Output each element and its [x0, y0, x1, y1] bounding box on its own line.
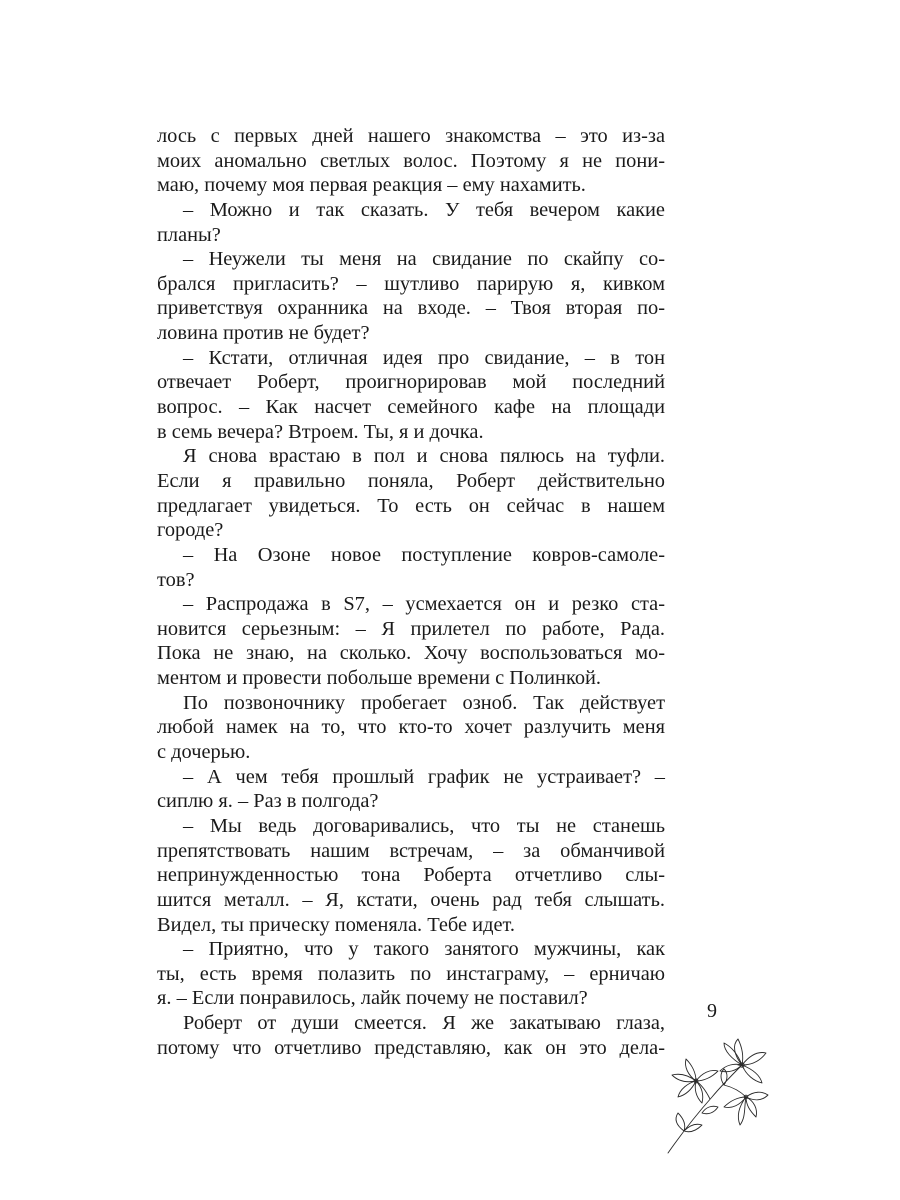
- text-line: вопрос. – Как насчет семейного кафе на площади: [157, 396, 665, 419]
- text-line: любой намек на то, что кто-то хочет разлучить меня: [157, 716, 665, 739]
- flower-ornament-icon: [662, 1035, 770, 1155]
- text-line: я. – Если понравилось, лайк почему не поставил?: [157, 987, 588, 1010]
- text-line: Пока не знаю, на сколько. Хочу воспользоваться мо-: [157, 642, 665, 665]
- text-line: отвечает Роберт, проигнорировав мой последний: [157, 371, 665, 394]
- text-line: тов?: [157, 568, 195, 591]
- text-line: лось с первых дней нашего знакомства – это из-за: [157, 125, 665, 147]
- text-line: в семь вечера? Втроем. Ты, я и дочка.: [157, 420, 484, 443]
- text-line: брался пригласить? – шутливо парирую я, кивком: [157, 272, 665, 295]
- text-line: препятствовать нашим встречам, – за обманчивой: [157, 839, 665, 862]
- text-line: новится серьезным: – Я прилетел по работе, Рада.: [157, 617, 665, 640]
- text-line: ловина против не будет?: [157, 322, 370, 345]
- text-line: сиплю я. – Раз в полгода?: [157, 790, 379, 813]
- text-line: предлагает увидеться. То есть он сейчас в нашем: [157, 494, 665, 517]
- text-line: – Можно и так сказать. У тебя вечером какие: [183, 198, 665, 221]
- text-line: – Распродажа в S7, – усмехается он и резко ста-: [183, 593, 665, 616]
- text-line: Если я правильно поняла, Роберт действительно: [157, 469, 665, 492]
- text-line: городе?: [157, 519, 224, 542]
- text-line: шится металл. – Я, кстати, очень рад тебя слышать.: [157, 888, 665, 911]
- text-line: ментом и провести побольше времени с Полинкой.: [157, 667, 602, 690]
- page-number: 9: [707, 1000, 717, 1022]
- text-line: Видел, ты прическу поменяла. Тебе идет.: [157, 913, 515, 936]
- text-line: – А чем тебя прошлый график не устраивает? –: [183, 765, 665, 788]
- text-line: планы?: [157, 223, 221, 246]
- text-line: – На Озоне новое поступление ковров-самоле-: [183, 543, 665, 566]
- text-line: потому что отчетливо представляю, как он это дела-: [157, 1036, 665, 1059]
- text-line: – Кстати, отличная идея про свидание, – в тон: [183, 346, 665, 369]
- text-line: непринужденностью тона Роберта отчетливо слы-: [157, 864, 665, 887]
- text-line: ты, есть время полазить по инстаграму, – ерничаю: [157, 962, 665, 985]
- text-line: Роберт от души смеется. Я же закатываю глаза,: [183, 1012, 665, 1035]
- text-line: – Приятно, что у такого занятого мужчины, как: [183, 938, 665, 961]
- text-line: приветствуя охранника на входе. – Твоя вторая по-: [157, 297, 665, 320]
- body-text: [157, 124, 665, 1060]
- text-line: моих аномально светлых волос. Поэтому я не пони-: [157, 149, 665, 172]
- text-line: Я снова врастаю в пол и снова пялюсь на туфли.: [183, 445, 665, 468]
- text-line: – Неужели ты меня на свидание по скайпу со-: [183, 248, 665, 271]
- text-line: с дочерью.: [157, 741, 251, 764]
- text-line: – Мы ведь договаривались, что ты не станешь: [183, 814, 665, 837]
- text-line: маю, почему моя первая реакция – ему нахамить.: [157, 174, 586, 197]
- text-line: По позвоночнику пробегает озноб. Так действует: [183, 691, 665, 714]
